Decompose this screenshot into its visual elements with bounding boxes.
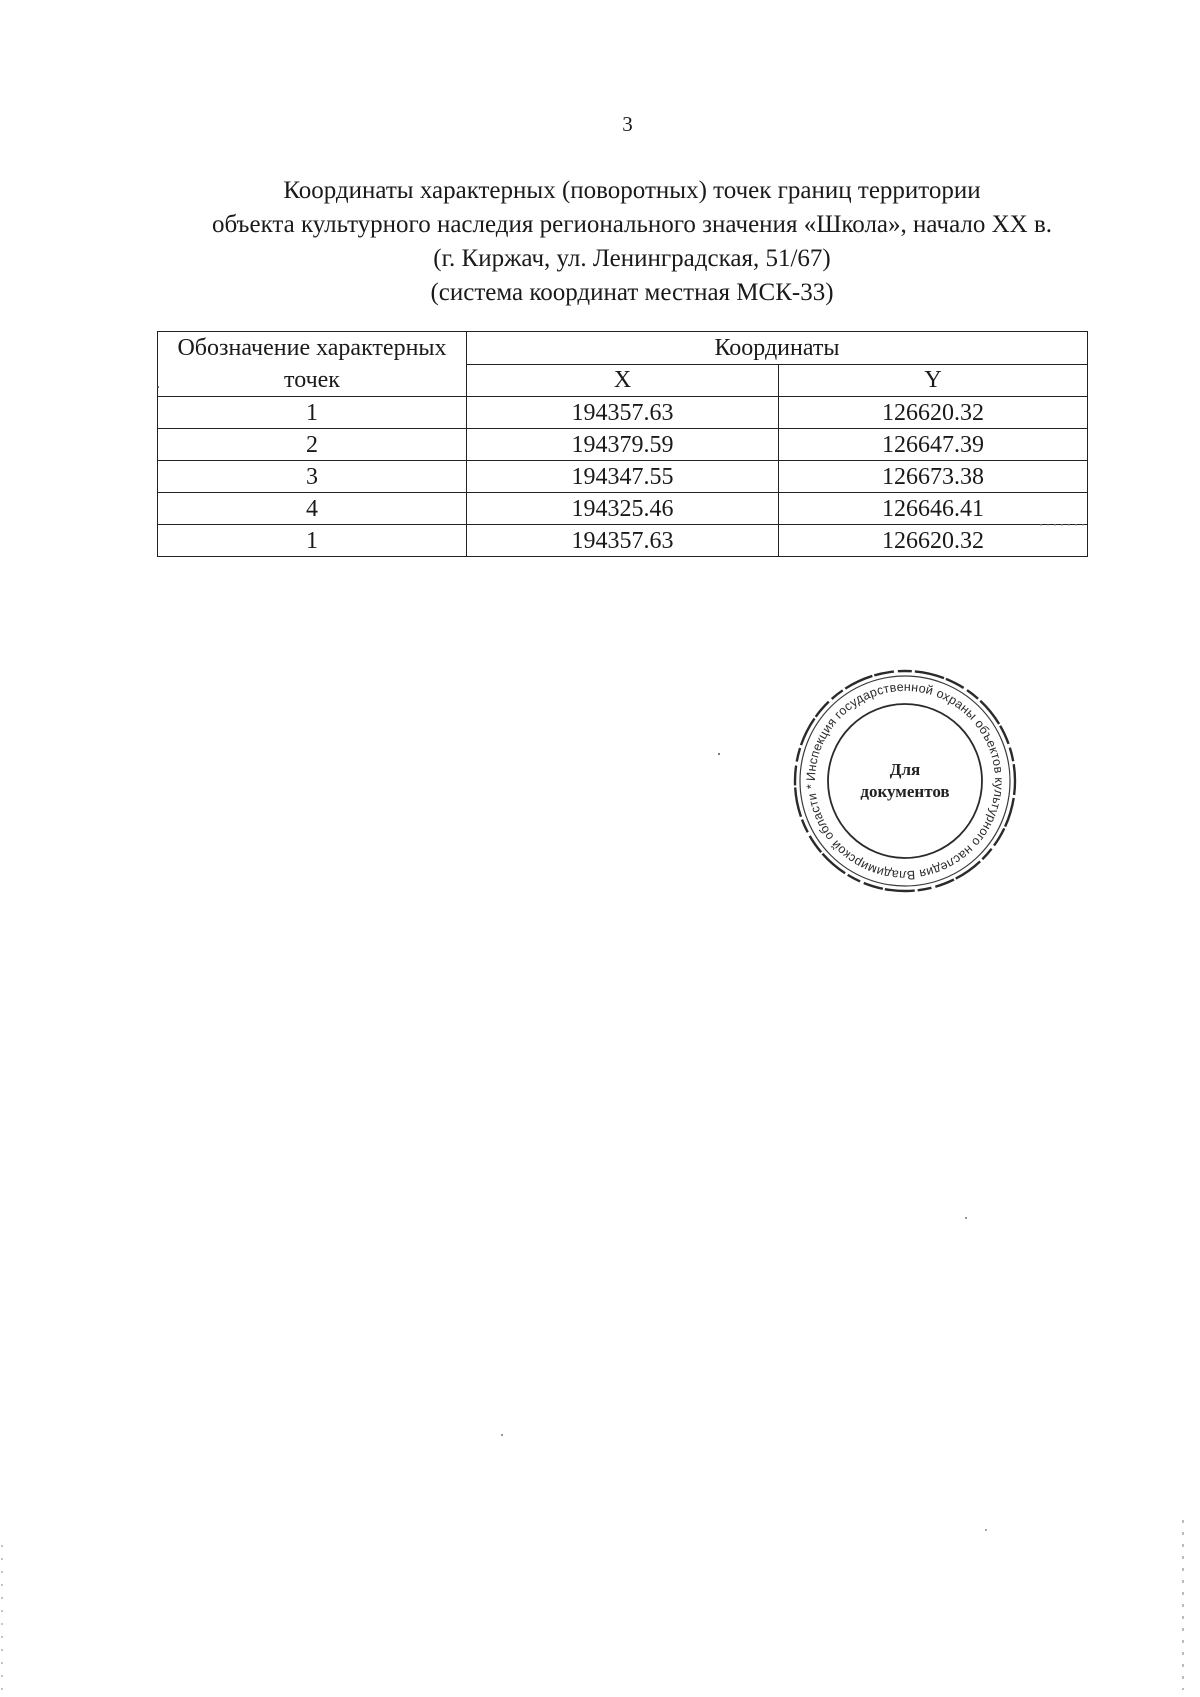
coordinates-table (157, 331, 1088, 557)
table-row (158, 429, 1088, 461)
header-designation: Обозначение характерных точек (158, 332, 467, 397)
header-coordinates: Координаты (467, 332, 1088, 365)
table-row (158, 397, 1088, 429)
stamp-center-text (792, 759, 1018, 803)
stamp-center-line-2: документов (860, 782, 950, 801)
heading-line-2: объекта культурного наследия регионального значения «Школа», начало XX в. (211, 211, 1053, 238)
table-row (158, 493, 1088, 525)
cell-point: 3 (158, 461, 467, 493)
official-stamp (792, 668, 1018, 894)
cell-y: 126673.38 (779, 461, 1088, 493)
cell-x: 194379.59 (467, 429, 779, 461)
cell-point: 2 (158, 429, 467, 461)
page-number: 3 (622, 112, 633, 136)
header-x: X (467, 364, 779, 397)
svg-text:Инспекция государственной охра: Инспекция государственной охраны объектов культурного наследия Владимирской области * (803, 679, 1007, 883)
heading-line-4: (система координат местная МСК-33) (430, 279, 834, 306)
cell-point: 1 (158, 397, 467, 429)
cell-point: 4 (158, 493, 467, 525)
cell-x: 194357.63 (467, 397, 779, 429)
cell-x: 194357.63 (467, 525, 779, 557)
document-heading (0, 174, 1200, 310)
table-row (158, 525, 1088, 557)
cell-y: 126647.39 (779, 429, 1088, 461)
cell-y: 126620.32 (779, 397, 1088, 429)
cell-x: 194347.55 (467, 461, 779, 493)
heading-line-1: Координаты характерных (поворотных) точек границ территории (283, 177, 981, 204)
cell-point: 1 (158, 525, 467, 557)
cell-x: 194325.46 (467, 493, 779, 525)
cell-y: 126620.32 (779, 525, 1088, 557)
table-row (158, 461, 1088, 493)
heading-line-3: (г. Киржач, ул. Ленинградская, 51/67) (433, 245, 831, 272)
cell-y: 126646.41 (779, 493, 1088, 525)
stamp-center-line-1: Для (889, 760, 921, 779)
header-y: Y (779, 364, 1088, 397)
